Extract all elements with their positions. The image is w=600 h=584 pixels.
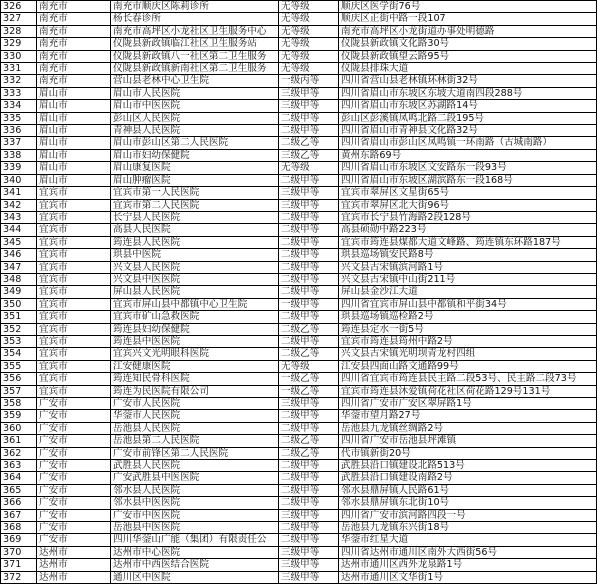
table-row <box>1 211 597 223</box>
hospital-name-cell: 宜宾市第二人民医院 <box>111 199 279 211</box>
row-number-cell: 370 <box>1 546 37 558</box>
address-cell: 仪陇县新政镇望云路95号 <box>339 50 597 62</box>
table-row <box>1 100 597 112</box>
city-cell: 广安市 <box>37 410 111 422</box>
level-cell: 三级甲等 <box>279 559 339 571</box>
hospital-table-body <box>1 1 597 584</box>
address-cell: 顺庆区正街中路一段107 <box>339 13 597 25</box>
address-cell: 武胜县沿口镇建设北路513号 <box>339 460 597 472</box>
table-row <box>1 273 597 285</box>
city-cell: 广安市 <box>37 435 111 447</box>
level-cell: 无等级 <box>279 63 339 75</box>
city-cell: 广安市 <box>37 422 111 434</box>
address-cell: 达州市通川区文华街1号 <box>339 571 597 583</box>
level-cell: 三级甲等 <box>279 199 339 211</box>
level-cell: 二级甲等 <box>279 422 339 434</box>
table-row <box>1 410 597 422</box>
level-cell: 二级甲等 <box>279 410 339 422</box>
row-number-cell: 348 <box>1 273 37 285</box>
level-cell: 三级甲等 <box>279 398 339 410</box>
hospital-name-cell: 达州市中西医结合医院 <box>111 559 279 571</box>
level-cell: 二级乙等 <box>279 137 339 149</box>
city-cell: 广安市 <box>37 484 111 496</box>
city-cell: 宜宾市 <box>37 224 111 236</box>
level-cell: 二级甲等 <box>279 472 339 484</box>
row-number-cell: 329 <box>1 38 37 50</box>
table-row <box>1 38 597 50</box>
hospital-name-cell: 兴文县中医医院 <box>111 273 279 285</box>
hospital-name-cell: 珙县中医院 <box>111 249 279 261</box>
city-cell: 达州市 <box>37 559 111 571</box>
address-cell: 高县硕勋中路223号 <box>339 224 597 236</box>
hospital-name-cell: 青神县人民医院 <box>111 125 279 137</box>
row-number-cell: 357 <box>1 385 37 397</box>
table-row <box>1 385 597 397</box>
table-row <box>1 13 597 25</box>
row-number-cell: 369 <box>1 534 37 546</box>
hospital-name-cell: 眉山市中医医院 <box>111 100 279 112</box>
hospital-name-cell: 广安市中医医院 <box>111 509 279 521</box>
address-cell: 兴文县古宋镇中山街211号 <box>339 273 597 285</box>
hospital-name-cell: 眉山市妇幼保健院 <box>111 149 279 161</box>
address-cell: 宜宾市翠屏区文星街65号 <box>339 187 597 199</box>
row-number-cell: 340 <box>1 174 37 186</box>
address-cell: 四川省眉山市东坡区东坡大道南四段288号 <box>339 87 597 99</box>
row-number-cell: 352 <box>1 323 37 335</box>
hospital-name-cell: 岳池县中医医院 <box>111 522 279 534</box>
hospital-name-cell: 屏山县人民医院 <box>111 286 279 298</box>
level-cell: 无等级 <box>279 360 339 372</box>
city-cell: 眉山市 <box>37 125 111 137</box>
table-row <box>1 435 597 447</box>
address-cell: 华蓥市红星大道 <box>339 534 597 546</box>
row-number-cell: 346 <box>1 249 37 261</box>
level-cell: 二级甲等 <box>279 249 339 261</box>
address-cell: 黄州东路69号 <box>339 149 597 161</box>
address-cell: 珙县巡场镇巡检路2号 <box>339 311 597 323</box>
hospital-name-cell: 仪陇县新政镇临江社区卫生服务站 <box>111 38 279 50</box>
hospital-name-cell: 岳池县人民医院 <box>111 422 279 434</box>
hospital-name-cell: 四川华蓥山广能（集团）有限责任公 <box>111 534 279 546</box>
level-cell: 二级甲等 <box>279 460 339 472</box>
address-cell: 筠连县定水一街5号 <box>339 323 597 335</box>
table-row <box>1 335 597 347</box>
table-row <box>1 348 597 360</box>
address-cell: 兴文县古宋镇光明坝青龙村四组 <box>339 348 597 360</box>
table-row <box>1 149 597 161</box>
hospital-name-cell: 眉山市彭山区第二人民医院 <box>111 137 279 149</box>
address-cell: 四川省宜宾市屏山县中都镇和平街34号 <box>339 298 597 310</box>
hospital-name-cell: 江安健康医院 <box>111 360 279 372</box>
hospital-name-cell: 宜宾兴文光明眼科医院 <box>111 348 279 360</box>
city-cell: 宜宾市 <box>37 335 111 347</box>
table-row <box>1 261 597 273</box>
hospital-name-cell: 武胜县人民医院 <box>111 460 279 472</box>
table-row <box>1 125 597 137</box>
row-number-cell: 368 <box>1 522 37 534</box>
city-cell: 眉山市 <box>37 137 111 149</box>
address-cell: 岳池县九龙镇丝绸路2号 <box>339 422 597 434</box>
row-number-cell: 344 <box>1 224 37 236</box>
city-cell: 宜宾市 <box>37 199 111 211</box>
address-cell: 宜宾市长宁县竹海路2段128号 <box>339 211 597 223</box>
hospital-name-cell: 眉山肿瘤医院 <box>111 174 279 186</box>
hospital-name-cell: 岳池县第二人民医院 <box>111 435 279 447</box>
table-row <box>1 484 597 496</box>
level-cell: 二级甲等 <box>279 261 339 273</box>
address-cell: 四川省广安市广安区翠屏路1号 <box>339 398 597 410</box>
city-cell: 宜宾市 <box>37 249 111 261</box>
hospital-name-cell: 杨长春诊所 <box>111 13 279 25</box>
city-cell: 广安市 <box>37 447 111 459</box>
row-number-cell: 327 <box>1 13 37 25</box>
level-cell: 二级甲等 <box>279 211 339 223</box>
table-row <box>1 199 597 211</box>
address-cell: 四川省眉山市东坡区文安路东一段93号 <box>339 162 597 174</box>
level-cell: 无等级 <box>279 162 339 174</box>
table-row <box>1 236 597 248</box>
table-row <box>1 422 597 434</box>
row-number-cell: 336 <box>1 125 37 137</box>
hospital-name-cell: 广安市人民医院 <box>111 398 279 410</box>
hospital-name-cell: 眉山康复医院 <box>111 162 279 174</box>
hospital-name-cell: 宜宾市矿山急救医院 <box>111 311 279 323</box>
level-cell: 无等级 <box>279 13 339 25</box>
level-cell: 二级乙等 <box>279 447 339 459</box>
city-cell: 宜宾市 <box>37 373 111 385</box>
address-cell: 彭山区彭溪镇凤鸣北路二段195号 <box>339 112 597 124</box>
row-number-cell: 350 <box>1 298 37 310</box>
row-number-cell: 345 <box>1 236 37 248</box>
city-cell: 广安市 <box>37 509 111 521</box>
row-number-cell: 349 <box>1 286 37 298</box>
table-row <box>1 571 597 583</box>
address-cell: 岳池县九龙镇东兴街18号 <box>339 522 597 534</box>
hospital-name-cell: 邻水县中医医院 <box>111 497 279 509</box>
level-cell: 二级乙等 <box>279 348 339 360</box>
row-number-cell: 355 <box>1 360 37 372</box>
address-cell: 四川省达州市通川区南外大西街56号 <box>339 546 597 558</box>
hospital-name-cell: 高县人民医院 <box>111 224 279 236</box>
level-cell: 一级乙等 <box>279 373 339 385</box>
row-number-cell: 351 <box>1 311 37 323</box>
table-row <box>1 162 597 174</box>
level-cell: 二级甲等 <box>279 273 339 285</box>
level-cell: 二级甲等 <box>279 497 339 509</box>
level-cell: 三级甲等 <box>279 187 339 199</box>
address-cell: 四川省营山县老林镇环林街32号 <box>339 75 597 87</box>
city-cell: 宜宾市 <box>37 236 111 248</box>
address-cell: 宜宾市筠连县筠州中路2号 <box>339 335 597 347</box>
city-cell: 宜宾市 <box>37 298 111 310</box>
table-row <box>1 25 597 37</box>
address-cell: 屏山县金沙江大道 <box>339 286 597 298</box>
address-cell: 仪陇县新政镇文化路30号 <box>339 38 597 50</box>
row-number-cell: 342 <box>1 199 37 211</box>
hospital-name-cell: 通川区中医院 <box>111 571 279 583</box>
city-cell: 南充市 <box>37 38 111 50</box>
table-row <box>1 286 597 298</box>
city-cell: 宜宾市 <box>37 286 111 298</box>
address-cell: 宜宾市筠连县煤都大道文峰路、筠连镇东环路187号 <box>339 236 597 248</box>
row-number-cell: 356 <box>1 373 37 385</box>
city-cell: 达州市 <box>37 571 111 583</box>
hospital-name-cell: 宜宾市屏山县中都镇中心卫生院 <box>111 298 279 310</box>
level-cell: 无等级 <box>279 50 339 62</box>
row-number-cell: 364 <box>1 472 37 484</box>
hospital-name-cell: 宜宾市第一人民医院 <box>111 187 279 199</box>
level-cell: 一级乙等 <box>279 385 339 397</box>
city-cell: 广安市 <box>37 472 111 484</box>
row-number-cell: 341 <box>1 187 37 199</box>
address-cell: 宜宾市筠连县沐爱镇荷花社区荷花路129号131号 <box>339 385 597 397</box>
row-number-cell: 358 <box>1 398 37 410</box>
table-row <box>1 497 597 509</box>
city-cell: 南充市 <box>37 50 111 62</box>
table-row <box>1 398 597 410</box>
table-row <box>1 311 597 323</box>
table-row <box>1 360 597 372</box>
level-cell: 三级乙等 <box>279 149 339 161</box>
address-cell: 武胜县沿口镇建设南路2号 <box>339 472 597 484</box>
level-cell: 一级甲等 <box>279 298 339 310</box>
city-cell: 南充市 <box>37 13 111 25</box>
level-cell: 二级乙等 <box>279 323 339 335</box>
table-row <box>1 373 597 385</box>
level-cell: 三级甲等 <box>279 571 339 583</box>
row-number-cell: 361 <box>1 435 37 447</box>
row-number-cell: 335 <box>1 112 37 124</box>
table-row <box>1 63 597 75</box>
address-cell: 顺庆区医学街76号 <box>339 1 597 13</box>
hospital-name-cell: 南充市顺庆区陈莉诊所 <box>111 1 279 13</box>
hospital-name-cell: 眉山市人民医院 <box>111 87 279 99</box>
hospital-name-cell: 华蓥市人民医院 <box>111 410 279 422</box>
city-cell: 眉山市 <box>37 162 111 174</box>
address-cell: 四川省广安市滨河路四段一号 <box>339 509 597 521</box>
level-cell: 一级丙等 <box>279 75 339 87</box>
hospital-name-cell: 筠连知民骨科医院 <box>111 373 279 385</box>
row-number-cell: 330 <box>1 50 37 62</box>
row-number-cell: 332 <box>1 75 37 87</box>
level-cell: 三级甲等 <box>279 100 339 112</box>
level-cell: 二级甲等 <box>279 112 339 124</box>
hospital-name-cell: 营山县老林中心卫生院 <box>111 75 279 87</box>
city-cell: 眉山市 <box>37 149 111 161</box>
row-number-cell: 347 <box>1 261 37 273</box>
city-cell: 眉山市 <box>37 87 111 99</box>
city-cell: 眉山市 <box>37 174 111 186</box>
row-number-cell: 354 <box>1 348 37 360</box>
address-cell: 四川省宜宾市筠连县民主路二段53号、民主路二段73号 <box>339 373 597 385</box>
table-row <box>1 546 597 558</box>
hospital-name-cell: 邻水县人民医院 <box>111 484 279 496</box>
table-row <box>1 87 597 99</box>
row-number-cell: 333 <box>1 87 37 99</box>
table-row <box>1 460 597 472</box>
address-cell: 达州市通川区西外龙泉路1号 <box>339 559 597 571</box>
level-cell: 三级甲等 <box>279 546 339 558</box>
city-cell: 宜宾市 <box>37 323 111 335</box>
address-cell: 仪陇县排珠大道 <box>339 63 597 75</box>
row-number-cell: 343 <box>1 211 37 223</box>
address-cell: 四川省眉山市青神县文化路32号 <box>339 125 597 137</box>
address-cell: 四川省广安市岳池县坪滩镇 <box>339 435 597 447</box>
row-number-cell: 334 <box>1 100 37 112</box>
table-row <box>1 447 597 459</box>
city-cell: 宜宾市 <box>37 273 111 285</box>
city-cell: 广安市 <box>37 534 111 546</box>
city-cell: 南充市 <box>37 1 111 13</box>
level-cell: 无等级 <box>279 1 339 13</box>
level-cell: 二级甲等 <box>279 311 339 323</box>
hospital-name-cell: 南充市高坪区小龙社区卫生服务中心 <box>111 25 279 37</box>
address-cell: 兴文县古宋镇滨河路1号 <box>339 261 597 273</box>
city-cell: 广安市 <box>37 398 111 410</box>
row-number-cell: 353 <box>1 335 37 347</box>
level-cell: 二级甲等 <box>279 125 339 137</box>
city-cell: 宜宾市 <box>37 360 111 372</box>
table-row <box>1 534 597 546</box>
row-number-cell: 372 <box>1 571 37 583</box>
level-cell: 无等级 <box>279 25 339 37</box>
level-cell: 二级甲等 <box>279 236 339 248</box>
city-cell: 宜宾市 <box>37 348 111 360</box>
level-cell: 二级甲等 <box>279 286 339 298</box>
city-cell: 南充市 <box>37 63 111 75</box>
hospital-name-cell: 仪陇县新政镇八一社区第二卫生服务 <box>111 50 279 62</box>
table-row <box>1 522 597 534</box>
hospital-name-cell: 筠连为民医院有限公司 <box>111 385 279 397</box>
hospital-name-cell: 筠连县人民医院 <box>111 236 279 248</box>
address-cell: 南充市高坪区小龙街道办事处明德路 <box>339 25 597 37</box>
row-number-cell: 338 <box>1 149 37 161</box>
address-cell: 华蓥市望月路27号 <box>339 410 597 422</box>
row-number-cell: 363 <box>1 460 37 472</box>
city-cell: 宜宾市 <box>37 261 111 273</box>
table-row <box>1 323 597 335</box>
hospital-name-cell: 长宁县人民医院 <box>111 211 279 223</box>
hospital-name-cell: 筠连县中医医院 <box>111 335 279 347</box>
row-number-cell: 365 <box>1 484 37 496</box>
hospital-name-cell: 广安市前锋区第二人民医院 <box>111 447 279 459</box>
table-row <box>1 112 597 124</box>
hospital-name-cell: 广安武胜县中医医院 <box>111 472 279 484</box>
table-row <box>1 559 597 571</box>
level-cell: 二级乙等 <box>279 435 339 447</box>
level-cell: 二级甲等 <box>279 224 339 236</box>
level-cell: 无等级 <box>279 38 339 50</box>
row-number-cell: 367 <box>1 509 37 521</box>
row-number-cell: 339 <box>1 162 37 174</box>
level-cell: 二级甲等 <box>279 335 339 347</box>
address-cell: 邻水县鼎屏镇东北街10号 <box>339 497 597 509</box>
row-number-cell: 359 <box>1 410 37 422</box>
city-cell: 广安市 <box>37 522 111 534</box>
table-row <box>1 472 597 484</box>
address-cell: 珙县巡场镇安民路8号 <box>339 249 597 261</box>
level-cell: 二级甲等 <box>279 534 339 546</box>
hospital-name-cell: 仪陇县新政镇新南社区第二卫生服务 <box>111 63 279 75</box>
address-cell: 四川省眉山市东坡区苏湖路14号 <box>339 100 597 112</box>
city-cell: 南充市 <box>37 75 111 87</box>
hospital-name-cell: 达州市中心医院 <box>111 546 279 558</box>
table-row <box>1 224 597 236</box>
city-cell: 宜宾市 <box>37 187 111 199</box>
level-cell: 三级甲等 <box>279 87 339 99</box>
table-row <box>1 137 597 149</box>
row-number-cell: 328 <box>1 25 37 37</box>
table-row <box>1 1 597 13</box>
table-row <box>1 50 597 62</box>
table-row <box>1 75 597 87</box>
row-number-cell: 371 <box>1 559 37 571</box>
hospital-name-cell: 兴文县人民医院 <box>111 261 279 273</box>
city-cell: 眉山市 <box>37 112 111 124</box>
table-row <box>1 298 597 310</box>
level-cell: 二级甲等 <box>279 174 339 186</box>
city-cell: 眉山市 <box>37 100 111 112</box>
row-number-cell: 337 <box>1 137 37 149</box>
city-cell: 宜宾市 <box>37 385 111 397</box>
level-cell: 二级甲等 <box>279 522 339 534</box>
row-number-cell: 362 <box>1 447 37 459</box>
table-row <box>1 249 597 261</box>
table-row <box>1 509 597 521</box>
row-number-cell: 360 <box>1 422 37 434</box>
address-cell: 宜宾市翠屏区北大街96号 <box>339 199 597 211</box>
row-number-cell: 326 <box>1 1 37 13</box>
level-cell: 三级甲等 <box>279 509 339 521</box>
row-number-cell: 331 <box>1 63 37 75</box>
level-cell: 二级甲等 <box>279 484 339 496</box>
hospital-name-cell: 筠连县妇幼保健院 <box>111 323 279 335</box>
city-cell: 广安市 <box>37 460 111 472</box>
city-cell: 宜宾市 <box>37 211 111 223</box>
address-cell: 江安县四面山路文通路99号 <box>339 360 597 372</box>
address-cell: 四川省眉山市东坡区湖滨路东一段168号 <box>339 174 597 186</box>
row-number-cell: 366 <box>1 497 37 509</box>
address-cell: 邻水县鼎屏镇人民路61号 <box>339 484 597 496</box>
address-cell: 代市镇新街20号 <box>339 447 597 459</box>
city-cell: 广安市 <box>37 497 111 509</box>
hospital-name-cell: 彭山区人民医院 <box>111 112 279 124</box>
city-cell: 宜宾市 <box>37 311 111 323</box>
address-cell: 四川省眉山市彭山区凤鸣镇一环南路（古城南路） <box>339 137 597 149</box>
table-row <box>1 174 597 186</box>
table-row <box>1 187 597 199</box>
city-cell: 南充市 <box>37 25 111 37</box>
city-cell: 达州市 <box>37 546 111 558</box>
